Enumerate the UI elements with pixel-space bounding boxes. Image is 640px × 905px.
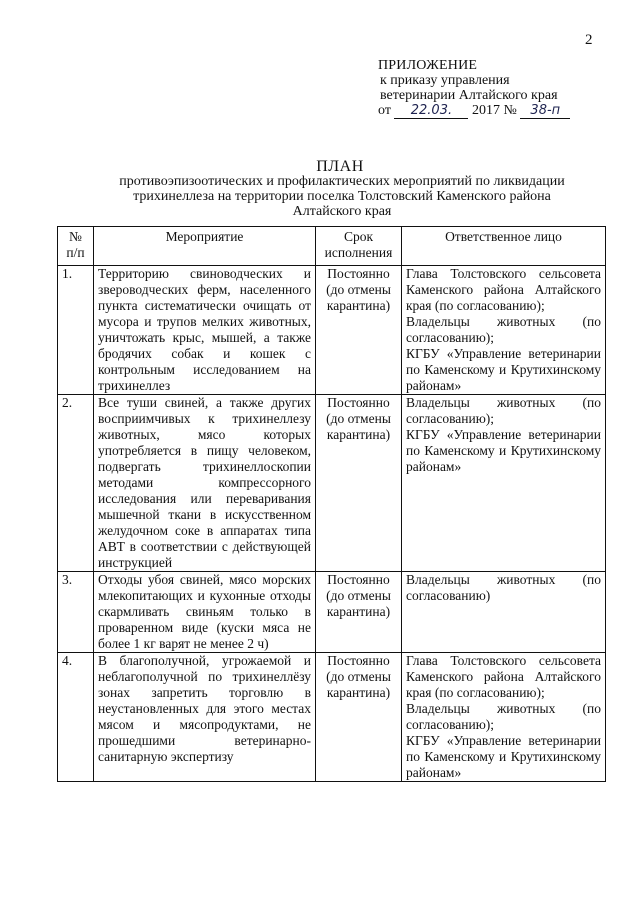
responsible-item: КГБУ «Управление ветеринарии по Каменскому и Крутихинскому районам» — [406, 346, 601, 393]
responsible-item: КГБУ «Управление ветеринарии по Каменскому и Крутихинскому районам» — [406, 733, 601, 780]
row-responsible — [402, 572, 606, 653]
row-term: Постоянно (до отмены карантина) — [316, 572, 402, 653]
number-sign: № — [503, 103, 517, 118]
appendix-block — [378, 58, 570, 119]
appendix-date-line — [378, 103, 570, 119]
responsible-item: КГБУ «Управление ветеринарии по Каменскому и Крутихинскому районам» — [406, 427, 601, 474]
appendix-title: ПРИЛОЖЕНИЕ — [378, 58, 478, 73]
handwritten-order-number: 38-п — [520, 103, 570, 119]
handwritten-date: 22.03. — [394, 103, 468, 119]
row-responsible — [402, 653, 606, 782]
responsible-item: Владельцы животных (по согласованию); — [406, 395, 601, 426]
page-number: 2 — [585, 32, 593, 48]
table-header-row — [58, 227, 606, 266]
header-term: Срок исполнения — [316, 227, 402, 266]
table-row — [58, 572, 606, 653]
row-number: 2. — [58, 395, 94, 572]
row-term: Постоянно (до отмены карантина) — [316, 653, 402, 782]
row-number: 3. — [58, 572, 94, 653]
row-responsible — [402, 395, 606, 572]
date-prefix: от — [378, 103, 391, 118]
responsible-item: Владельцы животных (по согласованию); — [406, 314, 601, 345]
table-row — [58, 653, 606, 782]
year: 2017 — [471, 103, 500, 118]
responsible-item: Глава Толстовского сельсовета Каменского района Алтайского края (по согласованию); — [406, 266, 601, 313]
row-term: Постоянно (до отмены карантина) — [316, 395, 402, 572]
header-measure: Мероприятие — [94, 227, 316, 266]
row-number: 4. — [58, 653, 94, 782]
subtitle-line: Алтайского края — [292, 204, 392, 219]
row-measure: Отходы убоя свиней, мясо морских млекопитающих и кухонные отходы скармливать свиньям только в проваренном виде (куски мяса не более 1 кг варят не менее 2 ч) — [94, 572, 316, 653]
header-responsible: Ответственное лицо — [402, 227, 606, 266]
subtitle-line: трихинеллеза на территории поселка Толстовский Каменского района — [133, 189, 551, 204]
header-num: № п/п — [58, 227, 94, 266]
row-responsible — [402, 266, 606, 395]
row-measure: Все туши свиней, а также других восприимчивых к трихинеллезу животных, мясо которых употребляется в пищу человеком, подвергать трихинеллоскопии методами компрессорного исследования или переваривания мышечной ткани в искусственном желудочном соке в аппаратах типа АВТ в соответствии с действующей инструкцией — [94, 395, 316, 572]
responsible-item: Владельцы животных (по согласованию) — [406, 572, 601, 603]
document-subtitle — [112, 174, 572, 219]
responsible-item: Владельцы животных (по согласованию); — [406, 701, 601, 732]
table-row — [58, 266, 606, 395]
document-title: ПЛАН — [316, 158, 364, 175]
row-number: 1. — [58, 266, 94, 395]
row-measure: Территорию свиноводческих и звероводческих ферм, населенного пункта систематически очищать от мусора и трупов мелких животных, уничтожать крыс, мышей, а также бродячих собак и кошек с контрольным исследованием на трихинеллез — [94, 266, 316, 395]
table-row — [58, 395, 606, 572]
responsible-item: Глава Толстовского сельсовета Каменского района Алтайского края (по согласованию); — [406, 653, 601, 700]
row-term: Постоянно (до отмены карантина) — [316, 266, 402, 395]
plan-table — [57, 226, 606, 782]
subtitle-line: противоэпизоотических и профилактических мероприятий по ликвидации — [119, 174, 565, 189]
appendix-line-department: ветеринарии Алтайского края — [380, 88, 558, 103]
appendix-line-order: к приказу управления — [380, 73, 510, 88]
row-measure: В благополучной, угрожаемой и неблагополучной по трихинеллёзу зонах запретить торговлю в неустановленных для этого местах мясом и мясопродуктами, не прошедшими ветеринарно-санитарную экспертизу — [94, 653, 316, 782]
